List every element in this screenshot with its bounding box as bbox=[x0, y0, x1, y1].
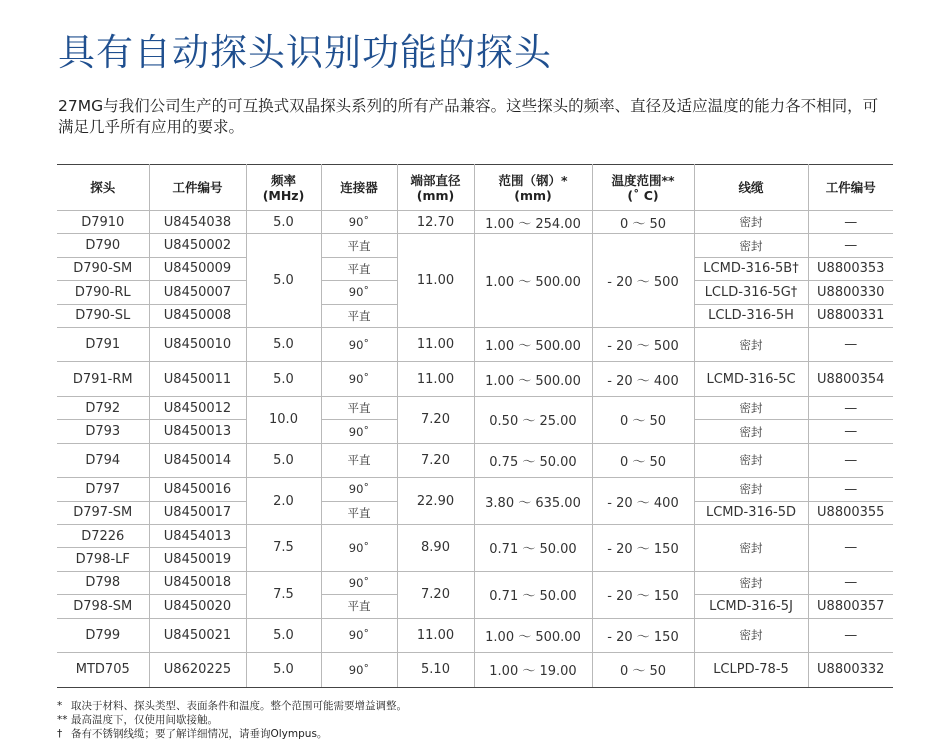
cell-temperature: - 20 ～ 150 bbox=[592, 571, 694, 618]
header-frequency: 频率 (MHz) bbox=[246, 165, 321, 211]
probe-spec-table bbox=[57, 164, 893, 688]
cell-cable: 密封 bbox=[694, 327, 808, 362]
header-temperature: 温度范围** (˚ C) bbox=[592, 165, 694, 211]
cell-connector: 平直 bbox=[321, 501, 397, 524]
cell-connector: 90˚ bbox=[321, 211, 397, 234]
cell-probe: D791-RM bbox=[57, 362, 149, 397]
cell-cable-part-number: — bbox=[808, 211, 893, 234]
header-probe: 探头 bbox=[57, 165, 149, 211]
cell-range: 1.00 ～ 500.00 bbox=[474, 618, 592, 653]
cell-cable: 密封 bbox=[694, 211, 808, 234]
cell-cable: LCLD-316-5H bbox=[694, 304, 808, 327]
cell-part-number: U8450012 bbox=[149, 396, 246, 419]
cell-cable-part-number: U8800355 bbox=[808, 501, 893, 524]
table-row bbox=[57, 327, 893, 362]
cell-probe: D793 bbox=[57, 420, 149, 443]
cell-frequency: 7.5 bbox=[246, 525, 321, 572]
cell-cable: 密封 bbox=[694, 618, 808, 653]
cell-cable: 密封 bbox=[694, 478, 808, 501]
header-range: 范围（钢）* (mm) bbox=[474, 165, 592, 211]
cell-cable: LCLD-316-5G† bbox=[694, 281, 808, 304]
cell-tip-diameter: 7.20 bbox=[397, 396, 474, 443]
footnote bbox=[57, 699, 407, 713]
cell-range: 0.50 ～ 25.00 bbox=[474, 396, 592, 443]
cell-temperature: - 20 ～ 400 bbox=[592, 362, 694, 397]
cell-probe: D797-SM bbox=[57, 501, 149, 524]
table-row bbox=[57, 653, 893, 688]
cell-part-number: U8454038 bbox=[149, 211, 246, 234]
cell-cable-part-number: — bbox=[808, 420, 893, 443]
cell-part-number: U8450008 bbox=[149, 304, 246, 327]
cell-range: 0.71 ～ 50.00 bbox=[474, 571, 592, 618]
table-row bbox=[57, 362, 893, 397]
cell-connector: 平直 bbox=[321, 396, 397, 419]
cell-cable: LCLPD-78-5 bbox=[694, 653, 808, 688]
footnote-text: 备有不锈钢线缆；要了解详细情况，请垂询Olympus。 bbox=[71, 728, 328, 740]
header-part-number: 工件编号 bbox=[149, 165, 246, 211]
cell-probe: D790 bbox=[57, 234, 149, 257]
header-tip-diameter: 端部直径 (mm) bbox=[397, 165, 474, 211]
cell-range: 1.00 ～ 500.00 bbox=[474, 234, 592, 328]
table-row bbox=[57, 396, 893, 419]
cell-frequency: 5.0 bbox=[246, 618, 321, 653]
cell-range: 0.71 ～ 50.00 bbox=[474, 525, 592, 572]
cell-connector: 平直 bbox=[321, 443, 397, 478]
cell-cable: LCMD-316-5B† bbox=[694, 257, 808, 280]
cell-part-number: U8450007 bbox=[149, 281, 246, 304]
cell-temperature: 0 ～ 50 bbox=[592, 653, 694, 688]
cell-probe: D794 bbox=[57, 443, 149, 478]
cell-tip-diameter: 11.00 bbox=[397, 362, 474, 397]
cell-connector: 90˚ bbox=[321, 618, 397, 653]
cell-cable-part-number: — bbox=[808, 525, 893, 572]
cell-cable-part-number: U8800354 bbox=[808, 362, 893, 397]
cell-temperature: - 20 ～ 400 bbox=[592, 478, 694, 525]
cell-probe: D797 bbox=[57, 478, 149, 501]
cell-tip-diameter: 5.10 bbox=[397, 653, 474, 688]
cell-cable-part-number: — bbox=[808, 443, 893, 478]
cell-tip-diameter: 11.00 bbox=[397, 327, 474, 362]
cell-tip-diameter: 11.00 bbox=[397, 618, 474, 653]
cell-range: 0.75 ～ 50.00 bbox=[474, 443, 592, 478]
table-header-row bbox=[57, 165, 893, 211]
cell-frequency: 5.0 bbox=[246, 443, 321, 478]
cell-probe: D798 bbox=[57, 571, 149, 594]
cell-tip-diameter: 11.00 bbox=[397, 234, 474, 328]
cell-part-number: U8450020 bbox=[149, 595, 246, 618]
cell-range: 1.00 ～ 19.00 bbox=[474, 653, 592, 688]
cell-part-number: U8450021 bbox=[149, 618, 246, 653]
cell-cable: 密封 bbox=[694, 420, 808, 443]
cell-tip-diameter: 22.90 bbox=[397, 478, 474, 525]
cell-frequency: 5.0 bbox=[246, 362, 321, 397]
cell-probe: D790-SL bbox=[57, 304, 149, 327]
footnote bbox=[57, 727, 407, 741]
footnote-mark: ** bbox=[57, 714, 68, 726]
cell-temperature: - 20 ～ 500 bbox=[592, 327, 694, 362]
cell-tip-diameter: 7.20 bbox=[397, 443, 474, 478]
cell-connector: 平直 bbox=[321, 595, 397, 618]
footnote-mark: * bbox=[57, 700, 63, 712]
cell-range: 3.80 ～ 635.00 bbox=[474, 478, 592, 525]
cell-probe: D798-SM bbox=[57, 595, 149, 618]
cell-connector: 平直 bbox=[321, 234, 397, 257]
cell-frequency: 7.5 bbox=[246, 571, 321, 618]
cell-temperature: 0 ～ 50 bbox=[592, 396, 694, 443]
cell-temperature: - 20 ～ 150 bbox=[592, 618, 694, 653]
cell-part-number: U8450011 bbox=[149, 362, 246, 397]
cell-frequency: 5.0 bbox=[246, 327, 321, 362]
cell-cable-part-number: — bbox=[808, 618, 893, 653]
cell-tip-diameter: 12.70 bbox=[397, 211, 474, 234]
cell-connector: 90˚ bbox=[321, 281, 397, 304]
cell-cable: 密封 bbox=[694, 234, 808, 257]
table-row bbox=[57, 478, 893, 501]
cell-cable-part-number: U8800332 bbox=[808, 653, 893, 688]
cell-part-number: U8450009 bbox=[149, 257, 246, 280]
cell-cable: 密封 bbox=[694, 443, 808, 478]
cell-connector: 90˚ bbox=[321, 420, 397, 443]
footnote-text: 取决于材料、探头类型、表面条件和温度。整个范围可能需要增益调整。 bbox=[71, 700, 407, 712]
cell-frequency: 2.0 bbox=[246, 478, 321, 525]
footnote-mark: † bbox=[57, 728, 63, 740]
cell-temperature: - 20 ～ 500 bbox=[592, 234, 694, 328]
cell-probe: MTD705 bbox=[57, 653, 149, 688]
cell-part-number: U8450013 bbox=[149, 420, 246, 443]
cell-cable: LCMD-316-5J bbox=[694, 595, 808, 618]
cell-part-number: U8450002 bbox=[149, 234, 246, 257]
cell-cable: LCMD-316-5D bbox=[694, 501, 808, 524]
cell-probe: D790-RL bbox=[57, 281, 149, 304]
table-row bbox=[57, 211, 893, 234]
cell-connector: 90˚ bbox=[321, 571, 397, 594]
table-row bbox=[57, 525, 893, 548]
cell-probe: D791 bbox=[57, 327, 149, 362]
cell-connector: 90˚ bbox=[321, 478, 397, 501]
table-row bbox=[57, 443, 893, 478]
cell-part-number: U8450019 bbox=[149, 548, 246, 571]
cell-part-number: U8450016 bbox=[149, 478, 246, 501]
cell-frequency: 10.0 bbox=[246, 396, 321, 443]
cell-cable-part-number: — bbox=[808, 327, 893, 362]
cell-range: 1.00 ～ 500.00 bbox=[474, 362, 592, 397]
cell-connector: 90˚ bbox=[321, 327, 397, 362]
footnotes bbox=[57, 699, 407, 741]
table-row bbox=[57, 571, 893, 594]
cell-connector: 90˚ bbox=[321, 525, 397, 572]
cell-range: 1.00 ～ 500.00 bbox=[474, 327, 592, 362]
cell-connector: 平直 bbox=[321, 304, 397, 327]
cell-cable-part-number: U8800330 bbox=[808, 281, 893, 304]
cell-cable-part-number: — bbox=[808, 234, 893, 257]
table-row bbox=[57, 234, 893, 257]
cell-probe: D798-LF bbox=[57, 548, 149, 571]
cell-part-number: U8450018 bbox=[149, 571, 246, 594]
cell-part-number: U8620225 bbox=[149, 653, 246, 688]
page-title: 具有自动探头识别功能的探头 bbox=[58, 31, 552, 74]
cell-cable-part-number: — bbox=[808, 571, 893, 594]
cell-cable-part-number: — bbox=[808, 396, 893, 419]
cell-cable: 密封 bbox=[694, 396, 808, 419]
cell-cable: 密封 bbox=[694, 525, 808, 572]
cell-connector: 90˚ bbox=[321, 362, 397, 397]
table-row bbox=[57, 618, 893, 653]
cell-connector: 平直 bbox=[321, 257, 397, 280]
cell-cable-part-number: — bbox=[808, 478, 893, 501]
cell-tip-diameter: 7.20 bbox=[397, 571, 474, 618]
cell-cable: LCMD-316-5C bbox=[694, 362, 808, 397]
cell-temperature: 0 ～ 50 bbox=[592, 211, 694, 234]
cell-cable: 密封 bbox=[694, 571, 808, 594]
cell-probe: D7910 bbox=[57, 211, 149, 234]
cell-cable-part-number: U8800331 bbox=[808, 304, 893, 327]
cell-probe: D790-SM bbox=[57, 257, 149, 280]
cell-frequency: 5.0 bbox=[246, 234, 321, 328]
cell-frequency: 5.0 bbox=[246, 211, 321, 234]
cell-probe: D7226 bbox=[57, 525, 149, 548]
cell-temperature: 0 ～ 50 bbox=[592, 443, 694, 478]
cell-part-number: U8450017 bbox=[149, 501, 246, 524]
cell-temperature: - 20 ～ 150 bbox=[592, 525, 694, 572]
cell-probe: D799 bbox=[57, 618, 149, 653]
intro-paragraph: 27MG与我们公司生产的可互换式双晶探头系列的所有产品兼容。这些探头的频率、直径及适应温度的能力各不相同，可满足几乎所有应用的要求。 bbox=[58, 97, 879, 136]
cell-probe: D792 bbox=[57, 396, 149, 419]
cell-cable-part-number: U8800357 bbox=[808, 595, 893, 618]
cell-part-number: U8450014 bbox=[149, 443, 246, 478]
footnote bbox=[57, 713, 407, 727]
cell-cable-part-number: U8800353 bbox=[808, 257, 893, 280]
cell-range: 1.00 ～ 254.00 bbox=[474, 211, 592, 234]
cell-tip-diameter: 8.90 bbox=[397, 525, 474, 572]
header-connector: 连接器 bbox=[321, 165, 397, 211]
cell-part-number: U8450010 bbox=[149, 327, 246, 362]
footnote-text: 最高温度下，仅使用间歇接触。 bbox=[71, 714, 218, 726]
header-cable-part-number: 工件编号 bbox=[808, 165, 893, 211]
cell-part-number: U8454013 bbox=[149, 525, 246, 548]
cell-connector: 90˚ bbox=[321, 653, 397, 688]
header-cable: 线缆 bbox=[694, 165, 808, 211]
cell-frequency: 5.0 bbox=[246, 653, 321, 688]
